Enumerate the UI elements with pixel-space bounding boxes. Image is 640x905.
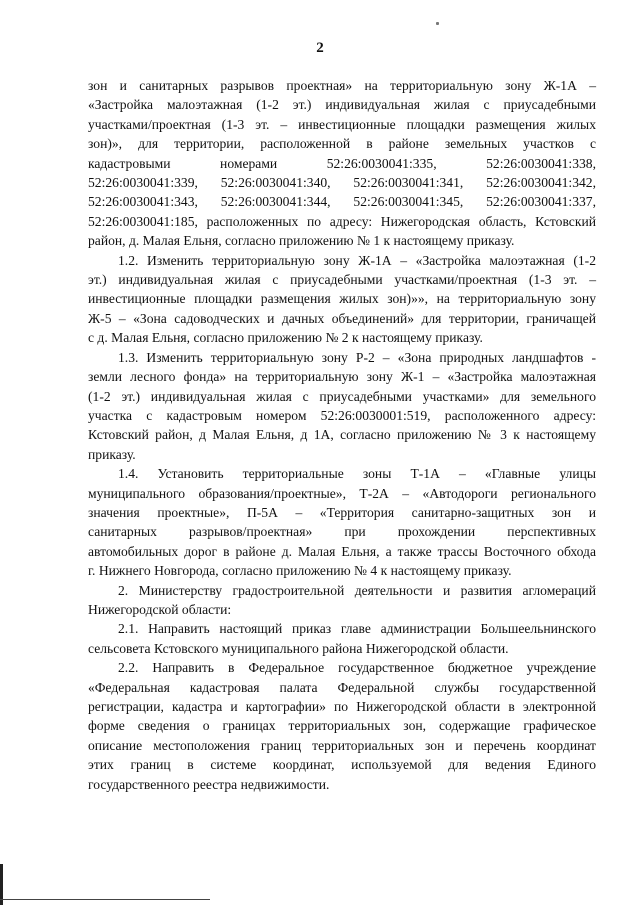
text-line: (1-2 эт.) индивидуальная жилая с приусадебными участками» для земельного xyxy=(88,388,596,404)
text-line: 1.4. Установить территориальные зоны Т-1А – «Главные улицы xyxy=(118,466,596,482)
text-line: 2.2. Направить в Федеральное государственное бюджетное учреждение xyxy=(118,660,596,676)
text-line: Кстовский район, д Малая Ельня, д 1А, согласно приложению № 3 к настоящему xyxy=(88,427,596,443)
text-line: эт.) индивидуальная жилая с приусадебными участками/проектная (1-3 эт. – xyxy=(88,272,596,288)
text-line: земли лесного фонда» на территориальную зону Ж-1 – «Застройка малоэтажная xyxy=(88,369,596,385)
page-number: 2 xyxy=(316,40,324,56)
text-line: Нижегородской области: xyxy=(88,601,232,617)
text-line: описание местоположения границ территориальных зон и перечень координат xyxy=(88,737,596,753)
text-line: Ж-5 – «Зона садоводческих и дачных объединений» для территории, граничащей xyxy=(88,310,596,326)
text-line: 1.3. Изменить территориальную зону Р-2 – «Зона природных ландшафтов - xyxy=(118,349,596,365)
text-line: 52:26:0030041:343, 52:26:0030041:344, 52:26:0030041:345, 52:26:0030041:337, xyxy=(88,194,596,210)
text-line: 2.1. Направить настоящий приказ главе администрации Большеельнинского xyxy=(118,621,596,637)
text-line: инвестиционные площадки размещения жилых зон)»», на территориальную зону xyxy=(88,291,596,307)
text-line: с д. Малая Ельня, согласно приложению № 2 к настоящему приказу. xyxy=(88,330,483,346)
text-line: кадастровыми номерами 52:26:0030041:335, 52:26:0030041:338, xyxy=(88,155,596,171)
scan-speck xyxy=(436,22,439,25)
text-line: участка с кадастровым номером 52:26:0030001:519, расположенного адресу: xyxy=(88,407,596,423)
text-line: форме сведения о границах территориальных зон, содержащие графическое xyxy=(88,718,596,734)
text-line: «Федеральная кадастровая палата Федеральной службы государственной xyxy=(88,679,596,695)
text-line: муниципального образования/проектные», Т-2А – «Автодороги регионального xyxy=(88,485,596,501)
text-line: 1.2. Изменить территориальную зону Ж-1А – «Застройка малоэтажная (1-2 xyxy=(118,252,596,268)
text-line: зон)», для территории, расположенной в районе земельных участков с xyxy=(88,136,596,152)
text-line: санитарных разрывов/проектная» при прохождении перспективных xyxy=(88,524,596,540)
text-line: зон и санитарных разрывов проектная» на территориальную зону Ж-1А – xyxy=(88,78,596,93)
text-line: регистрации, кадастра и картографии» по Нижегородской области в электронной xyxy=(88,699,596,714)
text-line: 52:26:0030041:339, 52:26:0030041:340, 52:26:0030041:341, 52:26:0030041:342, xyxy=(88,175,596,191)
footer-rule xyxy=(0,899,210,900)
document-body xyxy=(88,76,596,794)
text-line: район, д. Малая Ельня, согласно приложению № 1 к настоящему приказу. xyxy=(88,233,515,249)
text-line: автомобильных дорог в районе д. Малая Ельня, а также трассы Восточного обхода xyxy=(88,543,596,559)
text-line: г. Нижнего Новгорода, согласно приложению № 4 к настоящему приказу. xyxy=(88,563,512,579)
text-line: 2. Министерству градостроительной деятельности и развития агломераций xyxy=(118,582,596,598)
text-line: сельсовета Кстовского муниципального района Нижегородской области. xyxy=(88,640,509,656)
text-line: «Застройка малоэтажная (1-2 эт.) индивидуальная жилая с приусадебными xyxy=(88,97,596,113)
text-line: участками/проектная (1-3 эт. – инвестиционные площадки размещения жилых xyxy=(88,116,596,132)
text-line: 52:26:0030041:185, расположенных по адресу: Нижегородская область, Кстовский xyxy=(88,213,596,229)
text-line: значения проектные», П-5А – «Территория санитарно-защитных зон и xyxy=(88,504,596,520)
text-line: государственного реестра недвижимости. xyxy=(88,776,330,792)
text-line: этих границ в системе координат, используемой для ведения Единого xyxy=(88,757,596,773)
text-line: приказу. xyxy=(88,446,136,462)
